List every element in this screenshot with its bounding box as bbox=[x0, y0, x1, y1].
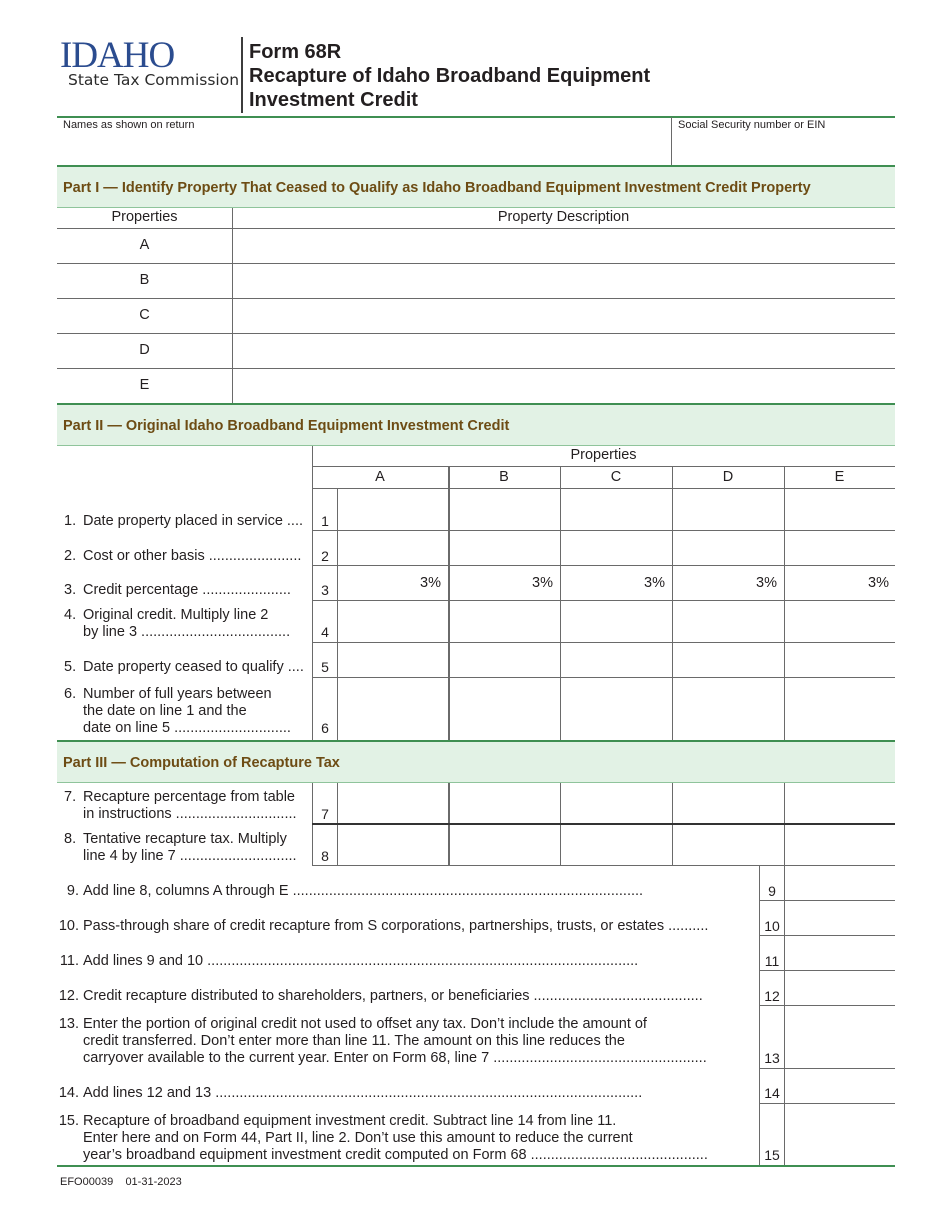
line8-number: 8. bbox=[64, 831, 77, 847]
revision-date: 01-31-2023 bbox=[125, 1176, 182, 1188]
line5-text: Date property ceased to qualify .... bbox=[83, 659, 304, 675]
line12-number: 12. bbox=[58, 988, 79, 1004]
part1-col-properties: Properties bbox=[111, 209, 178, 225]
line3-text: Credit percentage ...................... bbox=[83, 582, 291, 598]
line4-number: 4. bbox=[64, 607, 77, 623]
line15-text-3: year’s broadband equipment investment credit computed on Form 68 ............................................ bbox=[83, 1147, 708, 1163]
line7-col-b-field[interactable] bbox=[451, 785, 559, 822]
line1-col-e-field[interactable] bbox=[786, 490, 894, 529]
form-code: EFO00039 bbox=[60, 1176, 114, 1188]
line5-col-a-field[interactable] bbox=[339, 644, 447, 676]
line11-amount-field[interactable] bbox=[786, 937, 894, 969]
row-rule bbox=[759, 1005, 895, 1006]
part2-col-header-rule bbox=[312, 488, 895, 489]
line7-text-1: Recapture percentage from table bbox=[83, 789, 295, 805]
line11-number: 11. bbox=[59, 953, 79, 969]
line15-box-number: 15 bbox=[764, 1147, 780, 1163]
part3-header bbox=[57, 740, 895, 783]
part3-title: Part III — Computation of Recapture Tax bbox=[63, 755, 340, 771]
part1-col-divider bbox=[232, 208, 233, 403]
line12-amount-field[interactable] bbox=[786, 972, 894, 1004]
part1-row-a-label: A bbox=[139, 237, 150, 253]
line3-col-d-value: 3% bbox=[756, 575, 777, 591]
line1-col-c-field[interactable] bbox=[562, 490, 671, 529]
line10-amount-field[interactable] bbox=[786, 902, 894, 934]
line4-col-c-field[interactable] bbox=[562, 602, 671, 641]
form-number: Form 68R bbox=[249, 41, 342, 63]
line2-col-e-field[interactable] bbox=[786, 532, 894, 564]
form-title-line1: Recapture of Idaho Broadband Equipment bbox=[249, 65, 651, 87]
line15-amount-field[interactable] bbox=[786, 1105, 894, 1165]
header-divider bbox=[241, 37, 243, 113]
line6-col-e-field[interactable] bbox=[786, 679, 894, 739]
row-rule bbox=[312, 600, 895, 601]
row-rule bbox=[312, 865, 895, 866]
ssn-label: Social Security number or EIN bbox=[678, 119, 826, 131]
line5-col-b-field[interactable] bbox=[451, 644, 559, 676]
line2-col-d-field[interactable] bbox=[674, 532, 783, 564]
line1-col-b-field[interactable] bbox=[451, 490, 559, 529]
row-rule bbox=[312, 565, 895, 566]
line7-text-2: in instructions .............................. bbox=[83, 806, 297, 822]
line12-box-number: 12 bbox=[764, 988, 780, 1004]
row-rule bbox=[759, 900, 895, 901]
property-a-description-field[interactable] bbox=[234, 230, 894, 262]
line9-text: Add line 8, columns A through E ....................................................................................... bbox=[83, 883, 644, 899]
part1-row-e-label: E bbox=[139, 377, 150, 393]
line12-text: Credit recapture distributed to shareholders, partners, or beneficiaries .......................................... bbox=[83, 988, 703, 1004]
line7-col-c-field[interactable] bbox=[562, 785, 671, 822]
line11-box-number: 11 bbox=[764, 953, 780, 969]
ssn-field[interactable] bbox=[676, 134, 892, 162]
line2-col-c-field[interactable] bbox=[562, 532, 671, 564]
line9-box-number: 9 bbox=[768, 883, 776, 899]
line3-box-number: 3 bbox=[321, 582, 329, 598]
line10-number: 10. bbox=[58, 918, 79, 934]
line4-text-2: by line 3 ..................................... bbox=[83, 624, 291, 640]
line1-number: 1. bbox=[64, 513, 77, 529]
line8-col-d-field[interactable] bbox=[674, 826, 783, 864]
line4-col-e-field[interactable] bbox=[786, 602, 894, 641]
line2-number: 2. bbox=[64, 548, 77, 564]
line13-number: 13. bbox=[58, 1016, 79, 1032]
part2-properties-header: Properties bbox=[570, 447, 637, 463]
grid-line bbox=[672, 466, 673, 740]
line8-text-1: Tentative recapture tax. Multiply bbox=[83, 831, 287, 847]
line8-box-number: 8 bbox=[321, 848, 329, 864]
line10-box-number: 10 bbox=[764, 918, 780, 934]
property-e-description-field[interactable] bbox=[234, 370, 894, 402]
line6-col-d-field[interactable] bbox=[674, 679, 783, 739]
line3-col-b-value: 3% bbox=[532, 575, 553, 591]
line3-col-a-value: 3% bbox=[420, 575, 441, 591]
line6-text-3: date on line 5 ............................. bbox=[83, 720, 291, 736]
line2-col-a-field[interactable] bbox=[339, 532, 447, 564]
line13-text-1: Enter the portion of original credit not used to offset any tax. Don’t include the amount of bbox=[83, 1016, 647, 1032]
line8-col-a-field[interactable] bbox=[339, 826, 447, 864]
line1-col-a-field[interactable] bbox=[339, 490, 447, 529]
line14-amount-field[interactable] bbox=[786, 1070, 894, 1102]
part1-row-rule bbox=[57, 263, 895, 264]
line5-number: 5. bbox=[64, 659, 77, 675]
col-b-header: B bbox=[499, 469, 509, 485]
line5-col-c-field[interactable] bbox=[562, 644, 671, 676]
line13-amount-field[interactable] bbox=[786, 1007, 894, 1067]
line6-col-c-field[interactable] bbox=[562, 679, 671, 739]
part1-header-rule bbox=[57, 228, 895, 229]
line14-text: Add lines 12 and 13 .......................................................................................................... bbox=[83, 1085, 643, 1101]
form-footer bbox=[60, 1176, 182, 1188]
line13-box-number: 13 bbox=[764, 1050, 780, 1066]
line3-col-c-value: 3% bbox=[644, 575, 665, 591]
line7-col-d-field[interactable] bbox=[674, 785, 783, 822]
line14-box-number: 14 bbox=[764, 1085, 780, 1101]
col-c-header: C bbox=[610, 469, 622, 485]
row-rule bbox=[312, 642, 895, 643]
line6-text-2: the date on line 1 and the bbox=[83, 703, 247, 719]
part1-row-rule bbox=[57, 298, 895, 299]
line15-number: 15. bbox=[58, 1113, 79, 1129]
grid-line bbox=[784, 865, 785, 1166]
line8-col-e-field[interactable] bbox=[786, 826, 894, 864]
line9-amount-field[interactable] bbox=[786, 867, 894, 899]
part2-title: Part II — Original Idaho Broadband Equipment Investment Credit bbox=[63, 418, 510, 434]
line13-text-2: credit transferred. Don’t enter more than line 11. The amount on this line reduces the bbox=[83, 1033, 625, 1049]
grid-line bbox=[759, 865, 760, 1166]
grid-line bbox=[337, 488, 338, 740]
row-rule bbox=[312, 677, 895, 678]
line2-col-b-field[interactable] bbox=[451, 532, 559, 564]
grid-line bbox=[784, 466, 785, 740]
line6-col-b-field[interactable] bbox=[451, 679, 559, 739]
bottom-rule bbox=[57, 1165, 895, 1167]
line13-text-3: carryover available to the current year. Enter on Form 68, line 7 ..................................................... bbox=[83, 1050, 707, 1066]
line3-number: 3. bbox=[64, 582, 77, 598]
col-d-header: D bbox=[722, 469, 734, 485]
line1-col-d-field[interactable] bbox=[674, 490, 783, 529]
property-b-description-field[interactable] bbox=[234, 265, 894, 297]
line7-number: 7. bbox=[64, 789, 77, 805]
line5-col-d-field[interactable] bbox=[674, 644, 783, 676]
line10-text: Pass-through share of credit recapture from S corporations, partnerships, trusts, or estates .......... bbox=[83, 918, 709, 934]
line6-box-number: 6 bbox=[321, 720, 329, 736]
line7-col-e-field[interactable] bbox=[786, 785, 894, 822]
part1-col-description: Property Description bbox=[497, 209, 630, 225]
logo-subtitle: State Tax Commission bbox=[68, 71, 240, 89]
line8-col-c-field[interactable] bbox=[562, 826, 671, 864]
line14-number: 14. bbox=[58, 1085, 79, 1101]
line4-text-1: Original credit. Multiply line 2 bbox=[83, 607, 269, 623]
line6-text-1: Number of full years between bbox=[83, 686, 272, 702]
part1-title: Part I — Identify Property That Ceased to Qualify as Idaho Broadband Equipment Investment Credit Property bbox=[63, 180, 811, 196]
line5-col-e-field[interactable] bbox=[786, 644, 894, 676]
line1-box-number: 1 bbox=[321, 513, 329, 529]
grid-line bbox=[560, 466, 561, 740]
line4-col-d-field[interactable] bbox=[674, 602, 783, 641]
part1-row-d-label: D bbox=[139, 342, 150, 358]
line3-col-e-value: 3% bbox=[868, 575, 889, 591]
line8-col-b-field[interactable] bbox=[451, 826, 559, 864]
name-ssn-divider bbox=[671, 117, 672, 165]
line15-text-1: Recapture of broadband equipment investment credit. Subtract line 14 from line 11. bbox=[83, 1113, 617, 1129]
line1-text: Date property placed in service .... bbox=[83, 513, 304, 529]
line2-box-number: 2 bbox=[321, 548, 329, 564]
line11-text: Add lines 9 and 10 ........................................................................................................... bbox=[83, 953, 639, 969]
part1-row-c-label: C bbox=[139, 307, 150, 323]
line15-text-2: Enter here and on Form 44, Part II, line 2. Don’t use this amount to reduce the current bbox=[83, 1130, 633, 1146]
form-title-line2: Investment Credit bbox=[249, 89, 418, 111]
line7-box-number: 7 bbox=[321, 806, 329, 822]
part1-row-b-label: B bbox=[139, 272, 150, 288]
part2-properties-rule bbox=[312, 466, 895, 467]
property-c-description-field[interactable] bbox=[234, 300, 894, 332]
grid-line bbox=[448, 466, 450, 740]
form-title bbox=[249, 40, 650, 112]
line2-text: Cost or other basis ....................... bbox=[83, 548, 302, 564]
part1-header bbox=[57, 165, 895, 208]
line6-number: 6. bbox=[64, 686, 77, 702]
line9-number: 9. bbox=[66, 883, 79, 899]
line4-col-b-field[interactable] bbox=[451, 602, 559, 641]
col-e-header: E bbox=[834, 469, 845, 485]
row-rule bbox=[759, 1068, 895, 1069]
header-rule bbox=[57, 116, 895, 118]
row-rule bbox=[312, 823, 895, 825]
part1-row-rule bbox=[57, 368, 895, 369]
part2-header bbox=[57, 403, 895, 446]
names-field[interactable] bbox=[60, 134, 666, 162]
names-label: Names as shown on return bbox=[63, 119, 195, 131]
col-a-header: A bbox=[375, 469, 385, 485]
property-d-description-field[interactable] bbox=[234, 335, 894, 367]
row-rule bbox=[759, 1103, 895, 1104]
idaho-tax-logo bbox=[58, 35, 240, 94]
line6-col-a-field[interactable] bbox=[339, 679, 447, 739]
line4-col-a-field[interactable] bbox=[339, 602, 447, 641]
part1-row-rule bbox=[57, 333, 895, 334]
row-rule bbox=[759, 970, 895, 971]
line7-col-a-field[interactable] bbox=[339, 785, 447, 822]
row-rule bbox=[759, 935, 895, 936]
line4-box-number: 4 bbox=[321, 624, 329, 640]
row-rule bbox=[312, 530, 895, 531]
line5-box-number: 5 bbox=[321, 659, 329, 675]
logo-wordmark: IDAHO bbox=[60, 35, 175, 76]
line8-text-2: line 4 by line 7 ............................. bbox=[83, 848, 297, 864]
